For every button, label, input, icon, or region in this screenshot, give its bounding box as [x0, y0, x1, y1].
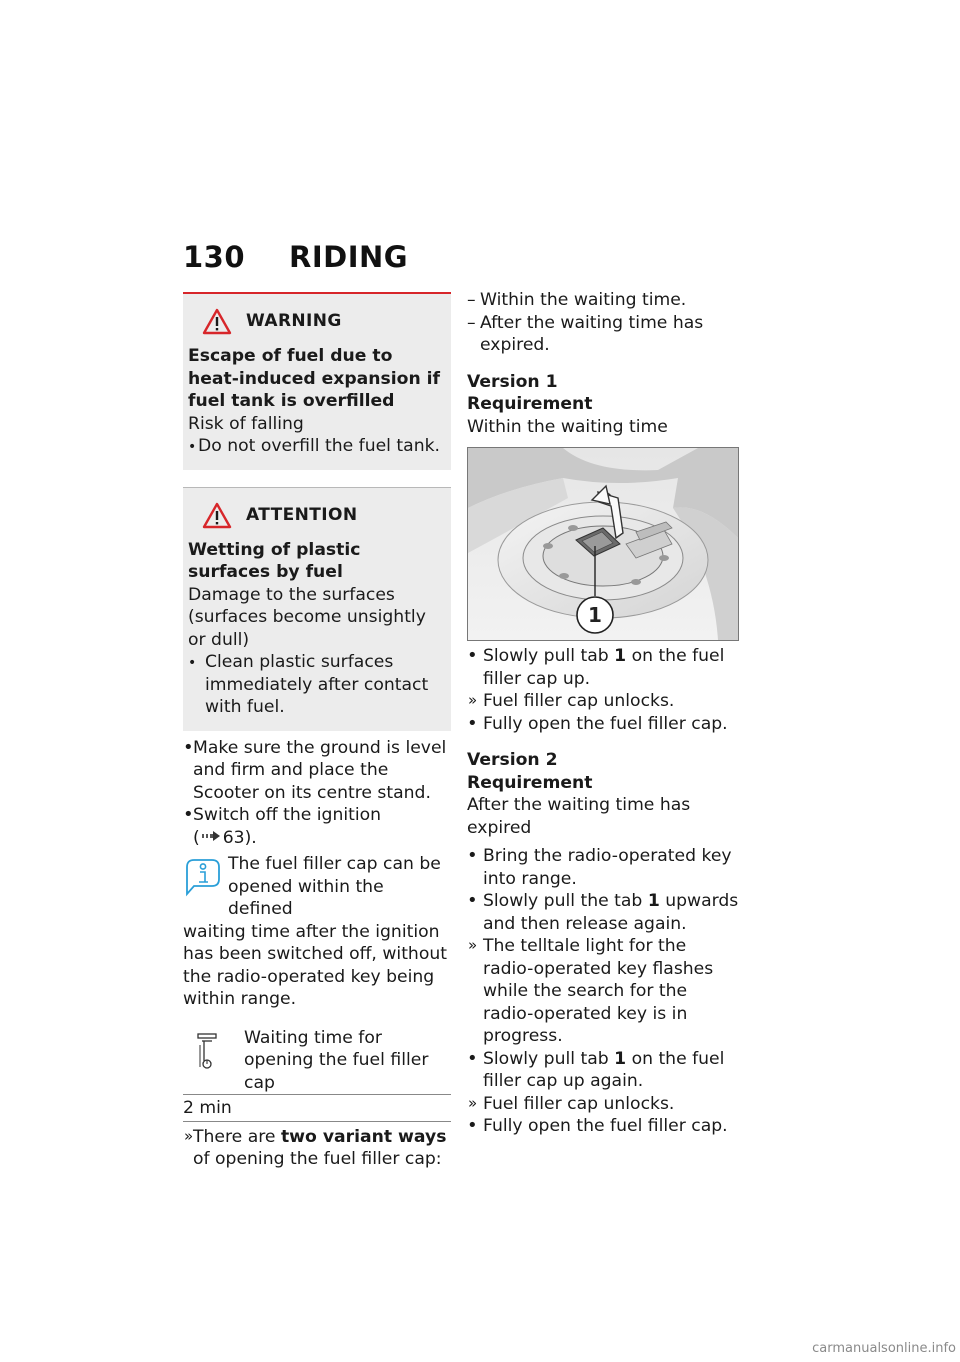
right-column [467, 289, 739, 1138]
page-number: 130 [183, 240, 246, 274]
v2-result-1: » The telltale light for the radio-operated key flashes while the search for the radio-operated key is in progress. [467, 935, 739, 1048]
attention-triangle-icon [202, 502, 232, 529]
info-text-rest: waiting time after the ignition has been switched off, without the radio-operated key being within range. [183, 921, 447, 1009]
version-2-requirement-label: Requirement [467, 772, 593, 793]
version-2-requirement-text: After the waiting time has expired [467, 795, 691, 838]
attention-consequence: Damage to the surfaces (surfaces become unsightly or dull) [188, 584, 426, 650]
version-1-section [467, 371, 739, 736]
attention-box [183, 487, 451, 731]
spec-value: 2 min [183, 1095, 451, 1122]
attention-title: ATTENTION [246, 504, 358, 525]
step-place-scooter: • Make sure the ground is level and firm and place the Scooter on its centre stand. [183, 737, 451, 805]
step-switch-off-ignition: • Switch off the ignition ( 63). [183, 804, 451, 849]
v2-step-3: • Slowly pull tab 1 on the fuel filler cap up again. [467, 1048, 739, 1093]
warning-action: • Do not overfill the fuel tank. [188, 435, 441, 458]
info-text-indented: The fuel filler cap can be opened within the defined [228, 854, 441, 919]
spec-label: Waiting time for opening the fuel filler cap [244, 1027, 429, 1093]
version-1-title: Version 1 [467, 371, 558, 392]
attention-action: • Clean plastic surfaces immediately after contact with fuel. [188, 651, 441, 719]
page-ref[interactable]: ( 63). [193, 827, 257, 848]
page-header [183, 240, 408, 274]
version-2-title: Version 2 [467, 750, 558, 770]
v2-step-2: • Slowly pull the tab 1 upwards and then release again. [467, 890, 739, 935]
info-icon [184, 857, 222, 897]
warning-heading: Escape of fuel due to heat-induced expansion if fuel tank is overfilled [188, 346, 441, 411]
info-note [183, 853, 451, 1011]
warning-consequence: Risk of falling [188, 413, 304, 434]
version-2-section [467, 749, 739, 1138]
version-1-requirement-text: Within the waiting time [467, 416, 668, 437]
variant-item-2: – After the waiting time has expired. [467, 312, 739, 357]
v2-step-1: • Bring the radio-operated key into range. [467, 845, 739, 890]
section-title: RIDING [289, 240, 409, 274]
stopwatch-icon [196, 1033, 218, 1071]
warning-triangle-icon [202, 308, 232, 335]
v2-result-2: » Fuel filler cap unlocks. [467, 1093, 739, 1116]
page-ref-arrow-icon [202, 831, 220, 841]
left-column [183, 292, 451, 1171]
variant-item-1: – Within the waiting time. [467, 289, 739, 312]
v1-step-1: • Slowly pull tab 1 on the fuel filler cap up. [467, 645, 739, 690]
v1-result-1: » Fuel filler cap unlocks. [467, 690, 739, 713]
attention-heading: Wetting of plastic surfaces by fuel [188, 539, 361, 582]
figure-callout-1: 1 [588, 603, 602, 627]
warning-title: WARNING [246, 311, 342, 332]
warning-box [183, 292, 451, 470]
result-variant-ways: » There are two variant ways of opening the fuel filler cap: [183, 1126, 451, 1171]
version-1-requirement-label: Requirement [467, 394, 593, 414]
v1-step-2: • Fully open the fuel filler cap. [467, 713, 739, 736]
watermark: carmanualsonline.info [812, 1341, 956, 1356]
fuel-cap-figure [467, 447, 739, 641]
spec-table [183, 1025, 451, 1122]
v2-step-4: • Fully open the fuel filler cap. [467, 1115, 739, 1138]
